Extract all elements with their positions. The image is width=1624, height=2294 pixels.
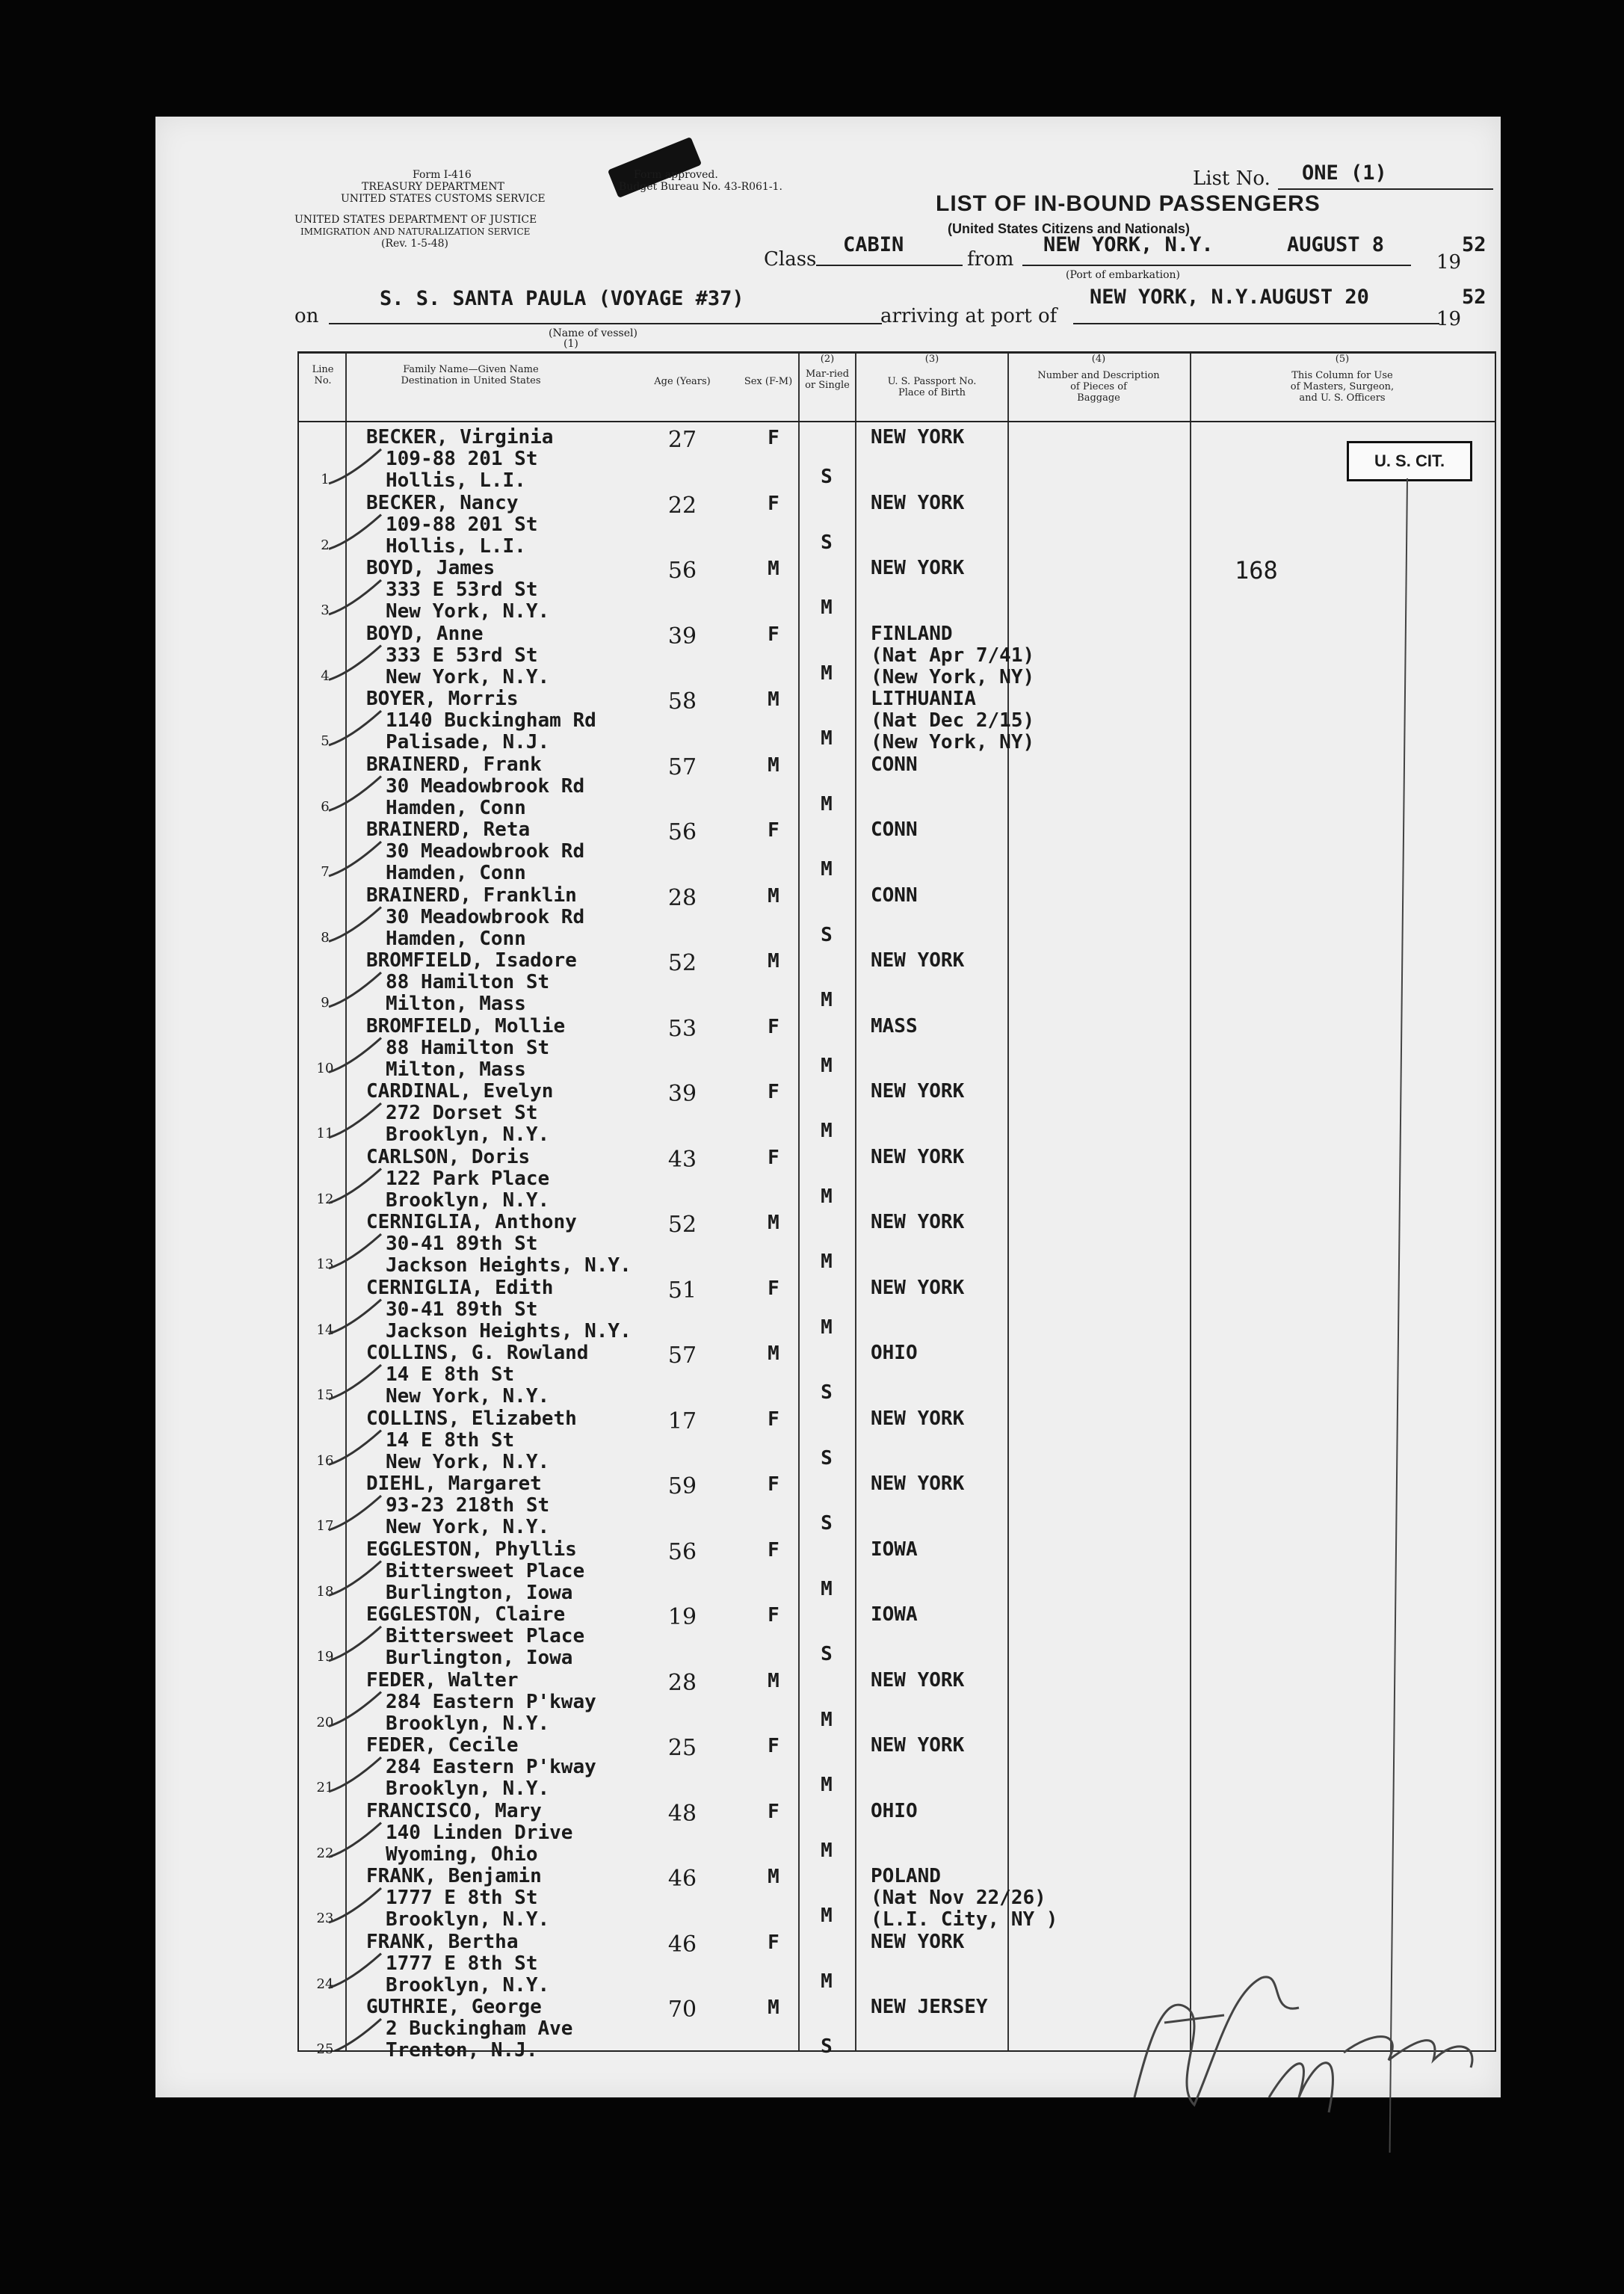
birth-place: NEW YORK xyxy=(871,1734,965,1757)
passenger-name: FEDER, Cecile xyxy=(366,1734,519,1757)
age: 27 xyxy=(667,427,697,453)
check-mark xyxy=(329,1757,381,1792)
marital-status: S xyxy=(821,1643,833,1665)
col-head-baggage-num: (4) xyxy=(1091,354,1106,365)
vessel-col-num: (1) xyxy=(564,338,578,350)
marital-status: M xyxy=(821,1054,833,1077)
age: 53 xyxy=(667,1015,697,1042)
line-number: 17 xyxy=(316,1518,334,1534)
marital-status: M xyxy=(821,1839,833,1862)
age: 52 xyxy=(667,950,697,976)
line-number: 10 xyxy=(316,1060,334,1076)
col-head-married-num: (2) xyxy=(820,354,835,365)
address-street: 30-41 89th St xyxy=(386,1298,538,1321)
address-city: Hamden, Conn xyxy=(386,862,526,884)
line-number: 25 xyxy=(316,2041,334,2057)
passenger-name: FRANK, Bertha xyxy=(366,1930,519,1953)
birth-place: MASS xyxy=(871,1014,918,1037)
passenger-name: BOYER, Morris xyxy=(366,688,519,710)
check-mark xyxy=(329,646,381,680)
address-street: 2 Buckingham Ave xyxy=(386,2017,573,2040)
col-head-passport: U. S. Passport No. Place of Birth xyxy=(887,376,977,398)
arrival-underline xyxy=(1073,323,1439,324)
age: 56 xyxy=(667,1538,697,1565)
address-city: Trenton, N.J. xyxy=(386,2039,538,2062)
sex: M xyxy=(768,1866,779,1888)
age: 57 xyxy=(667,1342,697,1369)
check-mark xyxy=(329,1627,381,1661)
check-mark xyxy=(329,1038,381,1073)
manifest-title: LIST OF IN-BOUND PASSENGERS xyxy=(936,191,1321,216)
line-number: 20 xyxy=(316,1714,334,1730)
naturalization-city: (New York, NY) xyxy=(871,731,1035,753)
sex: M xyxy=(768,950,779,972)
address-city: Brooklyn, N.Y. xyxy=(386,1908,550,1931)
marital-status: S xyxy=(821,923,833,946)
manifest-sheet xyxy=(155,117,1501,2097)
birth-place: NEW YORK xyxy=(871,1407,965,1430)
passenger-name: EGGLESTON, Claire xyxy=(366,1603,566,1626)
marital-status: S xyxy=(821,466,833,488)
address-city: New York, N.Y. xyxy=(386,600,550,623)
on-label: on xyxy=(294,305,319,327)
address-city: Jackson Heights, N.Y. xyxy=(386,1319,632,1342)
col-head-officers-num: (5) xyxy=(1335,354,1350,365)
from-year-label: 19 xyxy=(1436,251,1462,274)
address-street: Bittersweet Place xyxy=(386,1625,585,1647)
embarkation-caption: (Port of embarkation) xyxy=(1066,269,1180,281)
tick-marks xyxy=(299,354,1495,2050)
birth-place: NEW YORK xyxy=(871,426,965,448)
age: 28 xyxy=(667,1669,697,1696)
age: 39 xyxy=(667,623,697,650)
address-city: Jackson Heights, N.Y. xyxy=(386,1254,632,1277)
passenger-name: FRANK, Benjamin xyxy=(366,1865,542,1887)
marital-status: M xyxy=(821,858,833,881)
address-street: 1140 Buckingham Rd xyxy=(386,709,596,732)
line-number: 15 xyxy=(316,1387,334,1403)
address-city: Milton, Mass xyxy=(386,1058,526,1081)
vessel-underline xyxy=(329,323,882,324)
address-city: Hamden, Conn xyxy=(386,796,526,819)
birth-place: NEW JERSEY xyxy=(871,1996,988,2018)
address-street: 30 Meadowbrook Rd xyxy=(386,774,585,798)
age: 70 xyxy=(667,1997,697,2023)
line-number: 4 xyxy=(321,667,330,684)
address-street: 1777 E 8th St xyxy=(386,1952,538,1975)
check-mark xyxy=(329,1954,381,1988)
passenger-name: DIEHL, Margaret xyxy=(366,1473,542,1495)
passenger-name: BRAINERD, Reta xyxy=(366,818,531,841)
from-year: 52 xyxy=(1462,233,1486,256)
address-street: 140 Linden Drive xyxy=(386,1821,573,1844)
marital-status: M xyxy=(821,1905,833,1927)
age: 56 xyxy=(667,558,697,584)
age: 19 xyxy=(667,1604,697,1630)
address-city: Milton, Mass xyxy=(386,993,526,1015)
from-date: AUGUST 8 xyxy=(1287,233,1385,256)
col-head-line: Line No. xyxy=(312,364,334,386)
customs-service: UNITED STATES CUSTOMS SERVICE xyxy=(341,193,546,205)
address-city: Burlington, Iowa xyxy=(386,1581,573,1604)
sex: M xyxy=(768,558,779,580)
ins-service: IMMIGRATION AND NATURALIZATION SERVICE xyxy=(300,226,531,237)
us-citizen-stamp: U. S. CIT. xyxy=(1347,441,1472,481)
sex: F xyxy=(768,1538,779,1561)
passenger-name: EGGLESTON, Phyllis xyxy=(366,1538,577,1561)
birth-place: NEW YORK xyxy=(871,1145,965,1168)
birth-place: POLAND xyxy=(871,1865,941,1887)
line-number: 9 xyxy=(321,995,330,1011)
col-head-name: Family Name—Given Name Destination in United States xyxy=(401,364,541,386)
form-number: Form I-416 xyxy=(413,169,472,181)
justice-dept: UNITED STATES DEPARTMENT OF JUSTICE xyxy=(294,214,537,226)
age: 57 xyxy=(667,753,697,780)
address-street: 122 Park Place xyxy=(386,1167,550,1190)
sex: F xyxy=(768,1015,779,1038)
sex: F xyxy=(768,623,779,646)
marital-status: M xyxy=(821,1970,833,1993)
address-city: Hamden, Conn xyxy=(386,927,526,950)
line-number: 13 xyxy=(316,1257,334,1272)
from-value: NEW YORK, N.Y. xyxy=(1043,233,1214,256)
marital-status: M xyxy=(821,792,833,815)
check-mark xyxy=(329,711,381,745)
birth-place: NEW YORK xyxy=(871,1668,965,1692)
line-number: 21 xyxy=(316,1780,334,1795)
list-no-underline xyxy=(1278,188,1493,190)
marital-status: M xyxy=(821,989,833,1011)
naturalization-city: (New York, NY) xyxy=(871,665,1035,688)
sex: F xyxy=(768,819,779,842)
sex: F xyxy=(768,1800,779,1823)
address-city: New York, N.Y. xyxy=(386,1385,550,1407)
address-city: Brooklyn, N.Y. xyxy=(386,1777,550,1800)
age: 39 xyxy=(667,1081,697,1107)
address-street: 109-88 201 St xyxy=(386,513,538,536)
birth-place: CONN xyxy=(871,818,918,841)
age: 48 xyxy=(667,1800,697,1827)
address-street: 14 E 8th St xyxy=(386,1428,515,1452)
check-mark xyxy=(329,1300,381,1334)
address-city: New York, N.Y. xyxy=(386,665,550,688)
sex: M xyxy=(768,1997,779,2019)
check-mark xyxy=(329,842,381,876)
naturalization-date: (Nat Dec 2/15) xyxy=(871,709,1035,732)
sex: F xyxy=(768,1081,779,1103)
revision: (Rev. 1-5-48) xyxy=(381,238,448,250)
list-no-label: List No. xyxy=(1193,167,1271,190)
birth-place: OHIO xyxy=(871,1799,918,1822)
birth-place: CONN xyxy=(871,884,918,907)
from-underline xyxy=(1022,265,1411,266)
passenger-name: CARDINAL, Evelyn xyxy=(366,1080,554,1103)
col-head-passport-num: (3) xyxy=(924,354,939,365)
passenger-name: CARLSON, Doris xyxy=(366,1145,531,1168)
check-mark xyxy=(329,1888,381,1923)
marital-status: M xyxy=(821,662,833,685)
address-city: Hollis, L.I. xyxy=(386,534,526,558)
check-mark xyxy=(329,580,381,614)
budget-bureau: Budget Bureau No. 43-R061-1. xyxy=(619,181,782,193)
sex: M xyxy=(768,753,779,777)
address-city: New York, N.Y. xyxy=(386,1450,550,1473)
birth-place: NEW YORK xyxy=(871,491,965,514)
check-mark xyxy=(329,1431,381,1465)
passenger-name: BRAINERD, Frank xyxy=(366,753,542,776)
address-street: 272 Dorset St xyxy=(386,1102,538,1124)
line-number: 16 xyxy=(316,1452,334,1469)
passenger-table xyxy=(297,351,1496,2062)
marital-status: S xyxy=(821,1381,833,1404)
birth-place: LITHUANIA xyxy=(871,688,976,710)
sex: F xyxy=(768,492,779,515)
check-mark xyxy=(329,515,381,549)
arrival-year-label: 19 xyxy=(1436,308,1462,330)
marital-status: S xyxy=(821,1446,833,1470)
marital-status: S xyxy=(821,531,833,554)
birth-place: CONN xyxy=(871,753,918,776)
col-head-married: Mar-ried or Single xyxy=(805,369,850,391)
officer-note: 168 xyxy=(1235,556,1278,585)
marital-status: M xyxy=(821,727,833,750)
marital-status: M xyxy=(821,1577,833,1600)
sex: F xyxy=(768,1277,779,1300)
passenger-name: GUTHRIE, George xyxy=(366,1996,542,2018)
address-street: 1777 E 8th St xyxy=(386,1887,538,1909)
check-mark xyxy=(329,907,381,942)
check-mark xyxy=(329,449,381,484)
class-label: Class xyxy=(764,248,817,271)
sex: F xyxy=(768,1407,779,1431)
check-mark xyxy=(329,1169,381,1203)
sex: M xyxy=(768,1342,779,1365)
naturalization-city: (L.I. City, NY ) xyxy=(871,1908,1058,1931)
age: 43 xyxy=(667,1146,697,1173)
birth-place: NEW YORK xyxy=(871,1276,965,1299)
line-number: 2 xyxy=(321,537,330,553)
passenger-name: BRAINERD, Franklin xyxy=(366,884,577,907)
address-city: Brooklyn, N.Y. xyxy=(386,1188,550,1212)
passenger-name: BROMFIELD, Isadore xyxy=(366,949,577,972)
marital-status: S xyxy=(821,1512,833,1535)
birth-place: NEW YORK xyxy=(871,1080,965,1103)
check-mark xyxy=(329,2019,381,2050)
passenger-name: FEDER, Walter xyxy=(366,1668,519,1692)
address-city: Palisade, N.J. xyxy=(386,731,550,753)
line-number: 23 xyxy=(316,1911,334,1926)
address-city: Wyoming, Ohio xyxy=(386,1843,538,1866)
sex: F xyxy=(768,1735,779,1757)
arrival-port: NEW YORK, N.Y.AUGUST 20 xyxy=(1090,286,1369,309)
address-street: 93-23 218th St xyxy=(386,1494,550,1517)
sex: M xyxy=(768,1212,779,1234)
col-head-baggage: Number and Description of Pieces of Baggage xyxy=(1037,370,1160,404)
address-street: 14 E 8th St xyxy=(386,1363,515,1386)
col-head-sex: Sex (F-M) xyxy=(744,376,793,387)
line-number: 19 xyxy=(316,1649,334,1665)
marital-status: M xyxy=(821,1316,833,1339)
marital-status: M xyxy=(821,596,833,619)
age: 58 xyxy=(667,688,697,715)
sex: M xyxy=(768,1669,779,1692)
age: 22 xyxy=(667,492,697,519)
birth-place: NEW YORK xyxy=(871,557,965,579)
check-mark xyxy=(329,1496,381,1530)
passenger-name: BROMFIELD, Mollie xyxy=(366,1014,566,1037)
birth-place: NEW YORK xyxy=(871,949,965,972)
birth-place: IOWA xyxy=(871,1603,918,1626)
line-number: 7 xyxy=(321,864,330,880)
marital-status: S xyxy=(821,2035,833,2058)
from-label: from xyxy=(967,248,1014,271)
form-approved: Form approved. xyxy=(634,169,718,181)
age: 52 xyxy=(667,1212,697,1238)
address-street: 333 E 53rd St xyxy=(386,579,538,601)
sex: M xyxy=(768,884,779,907)
age: 51 xyxy=(667,1277,697,1304)
marital-status: M xyxy=(821,1185,833,1208)
marital-status: M xyxy=(821,1251,833,1273)
passenger-name: CERNIGLIA, Anthony xyxy=(366,1211,577,1233)
line-number: 1 xyxy=(321,472,330,487)
address-city: Brooklyn, N.Y. xyxy=(386,1712,550,1735)
col-head-age: Age (Years) xyxy=(654,376,711,387)
line-number: 18 xyxy=(316,1583,334,1600)
address-street: 88 Hamilton St xyxy=(386,971,550,993)
inspector-signature xyxy=(1120,1948,1493,2142)
check-mark xyxy=(329,1823,381,1857)
line-number: 6 xyxy=(321,798,330,815)
check-mark xyxy=(329,1103,381,1138)
address-street: 333 E 53rd St xyxy=(386,644,538,667)
line-number: 24 xyxy=(316,1976,334,1992)
marital-status: M xyxy=(821,1120,833,1142)
passenger-name: COLLINS, Elizabeth xyxy=(366,1407,577,1430)
line-number: 11 xyxy=(316,1126,334,1141)
sex: F xyxy=(768,427,779,449)
arriving-label: arriving at port of xyxy=(880,305,1058,327)
sex: M xyxy=(768,688,779,711)
arrival-year: 52 xyxy=(1462,286,1486,309)
manifest-subtitle: (United States Citizens and Nationals) xyxy=(948,221,1191,236)
birth-place: OHIO xyxy=(871,1342,918,1364)
check-mark xyxy=(329,972,381,1007)
age: 46 xyxy=(667,1931,697,1958)
line-number: 22 xyxy=(316,1845,334,1861)
line-number: 14 xyxy=(316,1322,334,1338)
line-number: 5 xyxy=(321,733,330,749)
list-no-value: ONE (1) xyxy=(1302,161,1387,185)
birth-place: NEW YORK xyxy=(871,1211,965,1233)
sex: F xyxy=(768,1146,779,1169)
vessel-caption: (Name of vessel) xyxy=(549,327,637,339)
address-street: Bittersweet Place xyxy=(386,1559,585,1582)
check-mark xyxy=(329,1692,381,1727)
marital-status: M xyxy=(821,1774,833,1796)
line-number: 3 xyxy=(321,602,330,618)
treasury-dept: TREASURY DEPARTMENT xyxy=(362,181,504,193)
check-mark xyxy=(329,1234,381,1268)
address-city: Brooklyn, N.Y. xyxy=(386,1973,550,1997)
age: 28 xyxy=(667,884,697,911)
passenger-name: BECKER, Nancy xyxy=(366,491,519,514)
passenger-name: COLLINS, G. Rowland xyxy=(366,1342,589,1364)
age: 25 xyxy=(667,1735,697,1761)
birth-place: NEW YORK xyxy=(871,1930,965,1953)
address-city: Brooklyn, N.Y. xyxy=(386,1123,550,1146)
age: 17 xyxy=(667,1407,697,1434)
age: 56 xyxy=(667,819,697,845)
address-street: 284 Eastern P'kway xyxy=(386,1690,596,1713)
birth-place: FINLAND xyxy=(871,622,953,645)
passenger-name: FRANCISCO, Mary xyxy=(366,1799,542,1822)
line-number: 12 xyxy=(316,1191,334,1207)
address-street: 88 Hamilton St xyxy=(386,1036,550,1059)
passenger-name: BOYD, Anne xyxy=(366,622,484,645)
address-street: 30 Meadowbrook Rd xyxy=(386,840,585,863)
naturalization-date: (Nat Apr 7/41) xyxy=(871,644,1035,667)
check-mark xyxy=(329,1561,381,1596)
address-city: Hollis, L.I. xyxy=(386,469,526,492)
marital-status: M xyxy=(821,1708,833,1731)
vessel-name: S. S. SANTA PAULA (VOYAGE #37) xyxy=(380,287,744,310)
class-underline xyxy=(816,265,963,266)
passenger-name: CERNIGLIA, Edith xyxy=(366,1276,554,1299)
passenger-name: BECKER, Virginia xyxy=(366,426,554,448)
col-head-officers: This Column for Use of Masters, Surgeon, and U. S. Officers xyxy=(1290,370,1395,404)
sex: F xyxy=(768,1473,779,1496)
age: 46 xyxy=(667,1866,697,1892)
line-number: 8 xyxy=(321,929,330,946)
address-street: 109-88 201 St xyxy=(386,448,538,470)
age: 59 xyxy=(667,1473,697,1499)
address-street: 30 Meadowbrook Rd xyxy=(386,905,585,928)
sex: F xyxy=(768,1604,779,1627)
birth-place: IOWA xyxy=(871,1538,918,1561)
check-mark xyxy=(329,777,381,811)
sex: F xyxy=(768,1931,779,1954)
address-street: 284 Eastern P'kway xyxy=(386,1756,596,1778)
check-mark xyxy=(329,1365,381,1399)
address-street: 30-41 89th St xyxy=(386,1233,538,1255)
naturalization-date: (Nat Nov 22/26) xyxy=(871,1887,1046,1909)
class-value: CABIN xyxy=(843,233,904,256)
birth-place: NEW YORK xyxy=(871,1473,965,1495)
passenger-name: BOYD, James xyxy=(366,557,495,579)
address-city: Burlington, Iowa xyxy=(386,1647,573,1669)
address-city: New York, N.Y. xyxy=(386,1516,550,1538)
